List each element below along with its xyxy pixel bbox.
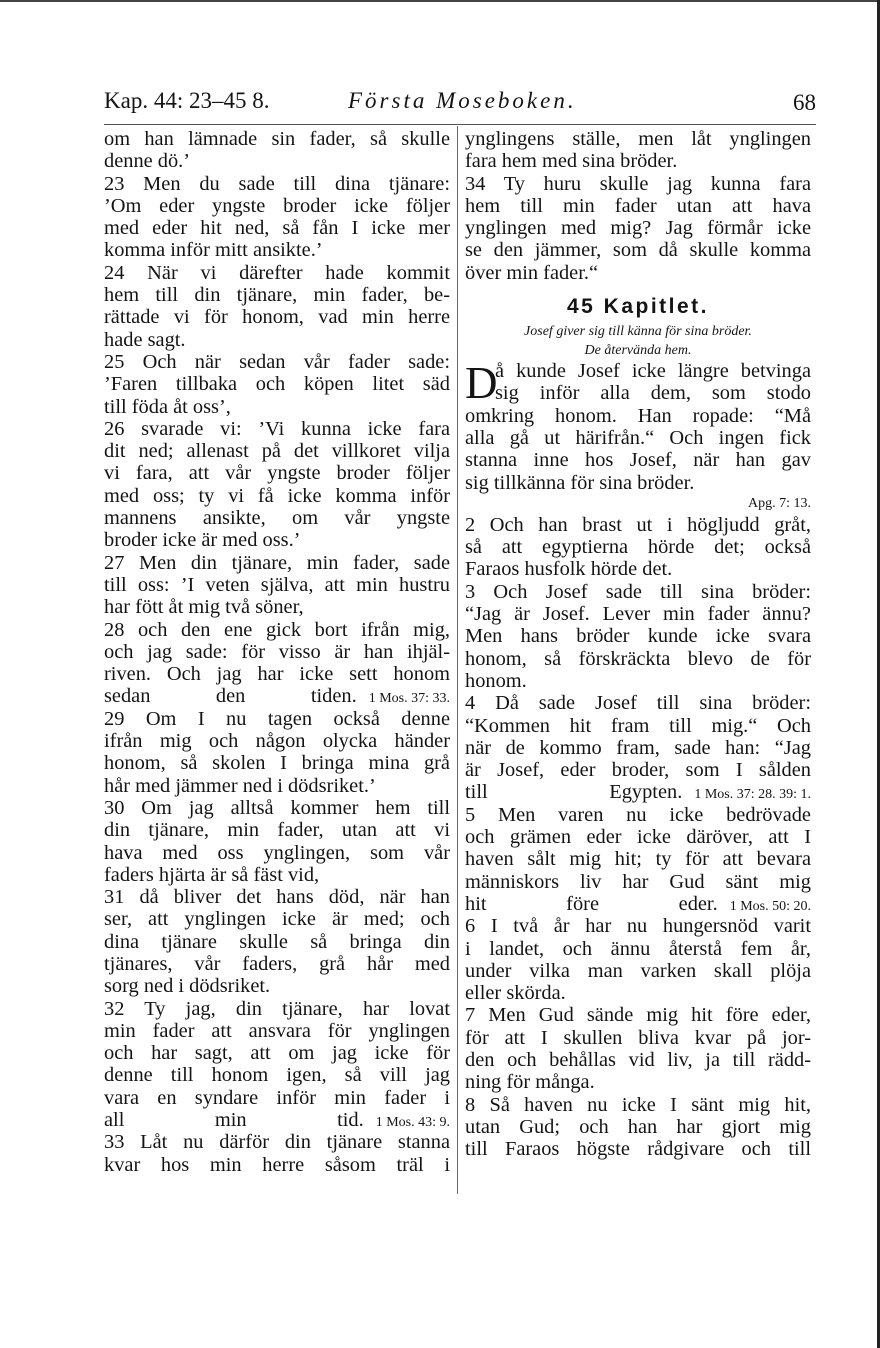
text-line: 32 Ty jag, din tjänare, har lovat [104, 997, 450, 1020]
text-line: 25 Och när sedan vår fader sade: [104, 350, 450, 373]
text-line: omkring honom. Han ropade: “Må [465, 404, 811, 427]
text-line [465, 781, 811, 803]
text-line: riven. Och jag har icke sett honom [104, 663, 450, 686]
text-line: med oss; ty vi få icke komma inför [104, 484, 450, 507]
header-rule [104, 124, 816, 125]
text-line: komma inför mitt ansikte.’ [104, 239, 323, 262]
running-header [104, 80, 816, 120]
text-line: 29 Om I nu tagen också denne [104, 707, 450, 730]
chapter-summary-line: De återvända hem. [584, 343, 692, 359]
text-line: ning för många. [465, 1071, 595, 1094]
text-line: honom, så skolen I bringa mina grå [104, 752, 450, 775]
text-line: broder icke är med oss.’ [104, 529, 301, 552]
text-line: mannens ansikte, om vår yngste [104, 507, 450, 530]
text-line: sig inför alla dem, som stodo [495, 382, 811, 405]
text-line: till oss: ’I veten själva, att min hustru [104, 573, 450, 596]
first-verse [465, 358, 811, 409]
text-line: Men hans bröder kunde icke svara [465, 625, 811, 648]
text-line: eller skörda. [465, 982, 566, 1005]
text-line: hem till min fader utan att hava [465, 194, 811, 217]
text-line: ’Om eder yngste broder icke följer [104, 194, 450, 217]
text-line: å kunde Josef icke längre betvinga [495, 360, 811, 383]
column-divider [457, 126, 458, 1194]
text-line: “Kommen hit fram till mig.“ Och [465, 714, 811, 737]
text-line: ynglingens ställe, men låt ynglingen [465, 128, 811, 150]
text-line: under vilka man varken skall plöja [465, 959, 811, 982]
text-line: ifrån mig och någon olycka händer [104, 730, 450, 753]
text-line: 6 I två år har nu hungersnöd varit [465, 915, 811, 938]
text-line: din tjänare, min fader, utan att vi [104, 819, 450, 842]
text-line: sorg ned i dödsriket. [104, 975, 271, 998]
text-line: och har sagt, att om jag icke för [104, 1042, 450, 1065]
text-line: så att egyptierna hörde det; också [465, 536, 811, 559]
text-line: min fader att ansvara för ynglingen [104, 1019, 450, 1042]
line-text: all min tid. [104, 1109, 364, 1132]
cross-reference: 1 Mos. 37: 28. 39: 1. [694, 787, 811, 803]
text-line: ’Faren tillbaka och köpen litet säd [104, 373, 450, 396]
cross-reference: Apg. 7: 13. [748, 495, 811, 511]
text-line: den och behållas vid liv, ja till rädd- [465, 1048, 811, 1071]
text-line: 28 och den ene gick bort ifrån mig, [104, 618, 450, 641]
text-line: 2 Och han brast ut i högljudd gråt, [465, 513, 811, 536]
text-line: har fött åt mig två söner, [104, 596, 304, 619]
text-line: 8 Så haven nu icke I sänt mig hit, [465, 1093, 811, 1116]
text-line: dina tjänare skulle så bringa din [104, 930, 450, 953]
text-line: se den jämmer, som då skulle komma [465, 239, 811, 262]
text-line: haven sålt mig hit; ty för att bevara [465, 848, 811, 871]
text-line: i landet, och ännu återstå fem år, [465, 937, 811, 960]
text-line: hade sagt. [104, 328, 186, 351]
text-line: om han lämnade sin fader, så skulle [104, 128, 450, 150]
text-line: 26 svarade vi: ’Vi kunna icke fara [104, 417, 450, 440]
text-line: hår med jämmer ned i dödsriket.’ [104, 774, 376, 797]
cross-reference: 1 Mos. 43: 9. [375, 1115, 450, 1131]
text-line: och grämen eder icke däröver, att I [465, 826, 811, 849]
text-line: 7 Men Gud sände mig hit före eder, [465, 1004, 811, 1027]
right-column-bottom [465, 405, 811, 1161]
cross-reference: 1 Mos. 50: 20. [729, 898, 811, 914]
text-line [104, 1109, 450, 1131]
text-line: när de kommo fram, sade han: “Jag [465, 736, 811, 759]
page-number: 68 [793, 90, 816, 115]
chapter-summary-line: Josef giver sig till känna för sina bröder. [524, 324, 752, 340]
text-line: hem till din tjänare, min fader, be- [104, 284, 450, 307]
right-column-top [465, 128, 811, 284]
text-line: stanna inne hos Josef, när han gav [465, 449, 811, 472]
text-line: tjänares, vår faders, grå hår med [104, 952, 450, 975]
drop-cap: D [465, 358, 498, 409]
text-line: är Josef, eder broder, som I sålden [465, 759, 811, 782]
cross-reference: 1 Mos. 37: 33. [368, 691, 450, 707]
book-title: Första Moseboken. [348, 88, 577, 113]
text-line: alla gå ut härifrån.“ Och ingen fick [465, 426, 811, 449]
chapter-reference: Kap. 44: 23–45 8. [104, 88, 270, 113]
text-line: vara en syndare inför min fader i [104, 1086, 450, 1109]
scan-edge-top [0, 0, 880, 2]
text-line: 30 Om jag alltså kommer hem till [104, 796, 450, 819]
text-line: utan Gud; och han har gjort mig [465, 1115, 811, 1138]
text-line: honom. [465, 669, 527, 692]
text-line: 33 Låt nu därför din tjänare stanna [104, 1131, 450, 1154]
right-column [465, 128, 811, 1160]
text-line: 24 När vi därefter hade kommit [104, 261, 450, 284]
text-line [104, 685, 450, 707]
text-line: och jag sade: för visso är han ihjäl- [104, 640, 450, 663]
line-text: till Egypten. [465, 781, 683, 804]
chapter-heading: 45 Kapitlet. [566, 295, 710, 319]
text-line: för att I skullen bliva kvar på jor- [465, 1026, 811, 1049]
text-line: honom, så förskräckta blevo de för [465, 647, 811, 670]
text-line: 3 Och Josef sade till sina bröder: [465, 580, 811, 603]
text-line: till föda åt oss’, [104, 395, 231, 418]
text-line: kvar hos min herre såsom träl i [104, 1153, 450, 1176]
text-line: 23 Men du sade till dina tjänare: [104, 172, 450, 195]
text-line [465, 893, 811, 915]
text-line: rättade vi för honom, vad min herre [104, 306, 450, 329]
text-line: hava med oss ynglingen, som vår [104, 841, 450, 864]
text-line: dit ned; allenast på det villkoret vilja [104, 440, 450, 463]
text-line: vi fara, att vår yngste broder följer [104, 462, 450, 485]
text-line: 27 Men din tjänare, min fader, sade [104, 551, 450, 574]
text-line: 34 Ty huru skulle jag kunna fara [465, 172, 811, 195]
text-line: till Faraos högste rådgivare och till [465, 1138, 811, 1161]
text-line: faders hjärta är så fäst vid, [104, 863, 320, 886]
text-line: sig tillkänna för sina bröder. [465, 471, 695, 494]
text-line: Faraos husfolk hörde det. [465, 558, 673, 581]
text-line: 5 Men varen nu icke bedrövade [465, 803, 811, 826]
text-line: 31 då bliver det hans död, när han [104, 886, 450, 909]
text-line: “Jag är Josef. Lever min fader ännu? [465, 603, 811, 626]
text-line: fara hem med sina bröder. [465, 150, 678, 173]
text-line: denne till honom igen, så vill jag [104, 1064, 450, 1087]
text-line: ser, att ynglingen icke är med; och [104, 908, 450, 931]
text-line: ynglingen med mig? Jag förmår icke [465, 217, 811, 240]
text-line: människors liv har Gud sänt mig [465, 870, 811, 893]
text-line: 4 Då sade Josef till sina bröder: [465, 692, 811, 715]
text-line: över min fader.“ [465, 261, 599, 284]
left-column [104, 128, 450, 1176]
line-text: hit före eder. [465, 892, 718, 915]
line-text: sedan den tiden. [104, 685, 357, 708]
text-line: med eder hit ned, så fån I icke mer [104, 217, 450, 240]
text-line: denne dö.’ [104, 150, 191, 173]
